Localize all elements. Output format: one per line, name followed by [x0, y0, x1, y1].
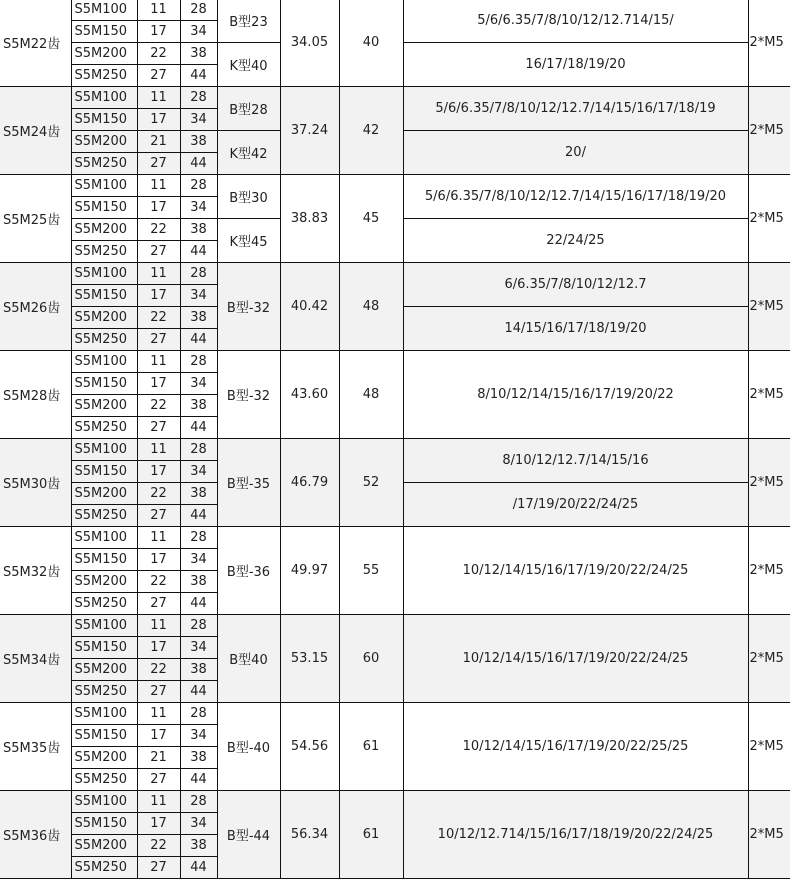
- value-b-cell: 34: [180, 373, 217, 395]
- sub-model-cell: S5M250: [71, 857, 137, 879]
- value-b-cell: 28: [180, 263, 217, 285]
- type-cell: B型23: [217, 0, 280, 43]
- model-cell: S5M36齿: [0, 791, 71, 879]
- value-a-cell: 22: [137, 395, 180, 417]
- value-b-cell: 38: [180, 571, 217, 593]
- outer-diameter-cell: 55: [339, 527, 403, 615]
- value-a-cell: 17: [137, 197, 180, 219]
- value-a-cell: 11: [137, 439, 180, 461]
- outer-diameter-cell: 60: [339, 615, 403, 703]
- sub-model-cell: S5M200: [71, 131, 137, 153]
- value-b-cell: 44: [180, 769, 217, 791]
- value-a-cell: 11: [137, 703, 180, 725]
- type-cell: K型40: [217, 43, 280, 87]
- sub-model-cell: S5M200: [71, 571, 137, 593]
- table-row: [0, 263, 790, 285]
- value-a-cell: 17: [137, 285, 180, 307]
- pitch-diameter-cell: 34.05: [280, 0, 339, 87]
- pitch-diameter-cell: 46.79: [280, 439, 339, 527]
- outer-diameter-cell: 45: [339, 175, 403, 263]
- value-b-cell: 38: [180, 131, 217, 153]
- value-a-cell: 27: [137, 681, 180, 703]
- pitch-diameter-cell: 56.34: [280, 791, 339, 879]
- sub-model-cell: S5M250: [71, 241, 137, 263]
- value-a-cell: 11: [137, 0, 180, 21]
- value-b-cell: 38: [180, 307, 217, 329]
- sub-model-cell: S5M200: [71, 747, 137, 769]
- value-b-cell: 34: [180, 549, 217, 571]
- bore-sizes-cell: 10/12/14/15/16/17/19/20/22/25/25: [403, 703, 748, 791]
- sub-model-cell: S5M150: [71, 637, 137, 659]
- sub-model-cell: S5M150: [71, 373, 137, 395]
- value-b-cell: 44: [180, 65, 217, 87]
- set-screw-cell: 2*M5: [748, 175, 790, 263]
- table-row: [0, 615, 790, 637]
- type-cell: K型45: [217, 219, 280, 263]
- value-a-cell: 17: [137, 637, 180, 659]
- sub-model-cell: S5M150: [71, 813, 137, 835]
- type-cell: B型30: [217, 175, 280, 219]
- sub-model-cell: S5M150: [71, 197, 137, 219]
- value-b-cell: 28: [180, 527, 217, 549]
- value-b-cell: 38: [180, 219, 217, 241]
- type-cell: B型-32: [217, 351, 280, 439]
- outer-diameter-cell: 48: [339, 263, 403, 351]
- sub-model-cell: S5M100: [71, 87, 137, 109]
- bore-sizes-cell: 6/6.35/7/8/10/12/12.7: [403, 263, 748, 307]
- type-cell: B型-35: [217, 439, 280, 527]
- value-b-cell: 28: [180, 0, 217, 21]
- sub-model-cell: S5M100: [71, 351, 137, 373]
- sub-model-cell: S5M200: [71, 483, 137, 505]
- sub-model-cell: S5M250: [71, 153, 137, 175]
- value-b-cell: 28: [180, 175, 217, 197]
- pitch-diameter-cell: 38.83: [280, 175, 339, 263]
- value-a-cell: 27: [137, 417, 180, 439]
- outer-diameter-cell: 40: [339, 0, 403, 87]
- sub-model-cell: S5M200: [71, 43, 137, 65]
- sub-model-cell: S5M100: [71, 263, 137, 285]
- table-row: [0, 0, 790, 21]
- outer-diameter-cell: 42: [339, 87, 403, 175]
- value-b-cell: 44: [180, 153, 217, 175]
- sub-model-cell: S5M150: [71, 461, 137, 483]
- value-b-cell: 44: [180, 857, 217, 879]
- sub-model-cell: S5M250: [71, 65, 137, 87]
- sub-model-cell: S5M100: [71, 439, 137, 461]
- value-b-cell: 34: [180, 109, 217, 131]
- value-b-cell: 34: [180, 725, 217, 747]
- value-a-cell: 17: [137, 725, 180, 747]
- sub-model-cell: S5M200: [71, 835, 137, 857]
- sub-model-cell: S5M100: [71, 175, 137, 197]
- sub-model-cell: S5M250: [71, 681, 137, 703]
- bore-sizes-cell: 10/12/14/15/16/17/19/20/22/24/25: [403, 615, 748, 703]
- model-cell: S5M26齿: [0, 263, 71, 351]
- value-b-cell: 34: [180, 285, 217, 307]
- value-b-cell: 38: [180, 835, 217, 857]
- value-b-cell: 34: [180, 197, 217, 219]
- value-b-cell: 34: [180, 461, 217, 483]
- bore-sizes-cell: 14/15/16/17/18/19/20: [403, 307, 748, 351]
- sub-model-cell: S5M200: [71, 659, 137, 681]
- sub-model-cell: S5M200: [71, 395, 137, 417]
- set-screw-cell: 2*M5: [748, 439, 790, 527]
- model-cell: S5M35齿: [0, 703, 71, 791]
- value-a-cell: 22: [137, 219, 180, 241]
- set-screw-cell: 2*M5: [748, 791, 790, 879]
- type-cell: B型-32: [217, 263, 280, 351]
- bore-sizes-cell: 10/12/12.714/15/16/17/18/19/20/22/24/25: [403, 791, 748, 879]
- value-a-cell: 22: [137, 571, 180, 593]
- value-a-cell: 17: [137, 461, 180, 483]
- set-screw-cell: 2*M5: [748, 351, 790, 439]
- type-cell: B型-40: [217, 703, 280, 791]
- model-cell: S5M34齿: [0, 615, 71, 703]
- sub-model-cell: S5M100: [71, 791, 137, 813]
- sub-model-cell: S5M250: [71, 769, 137, 791]
- value-a-cell: 27: [137, 65, 180, 87]
- model-cell: S5M24齿: [0, 87, 71, 175]
- sub-model-cell: S5M150: [71, 725, 137, 747]
- value-a-cell: 22: [137, 307, 180, 329]
- value-a-cell: 22: [137, 483, 180, 505]
- pitch-diameter-cell: 43.60: [280, 351, 339, 439]
- sub-model-cell: S5M150: [71, 285, 137, 307]
- value-b-cell: 44: [180, 329, 217, 351]
- bore-sizes-cell: 8/10/12/14/15/16/17/19/20/22: [403, 351, 748, 439]
- value-a-cell: 21: [137, 131, 180, 153]
- value-a-cell: 27: [137, 153, 180, 175]
- value-a-cell: 11: [137, 615, 180, 637]
- model-cell: S5M25齿: [0, 175, 71, 263]
- sub-model-cell: S5M200: [71, 307, 137, 329]
- sub-model-cell: S5M250: [71, 593, 137, 615]
- sub-model-cell: S5M150: [71, 109, 137, 131]
- value-a-cell: 22: [137, 835, 180, 857]
- pitch-diameter-cell: 49.97: [280, 527, 339, 615]
- value-b-cell: 28: [180, 351, 217, 373]
- table-row: [0, 351, 790, 373]
- value-a-cell: 22: [137, 43, 180, 65]
- sub-model-cell: S5M250: [71, 505, 137, 527]
- value-a-cell: 11: [137, 527, 180, 549]
- bore-sizes-cell: 16/17/18/19/20: [403, 43, 748, 87]
- value-b-cell: 38: [180, 43, 217, 65]
- value-a-cell: 27: [137, 857, 180, 879]
- pitch-diameter-cell: 53.15: [280, 615, 339, 703]
- value-a-cell: 17: [137, 109, 180, 131]
- value-b-cell: 34: [180, 813, 217, 835]
- value-a-cell: 21: [137, 747, 180, 769]
- pitch-diameter-cell: 40.42: [280, 263, 339, 351]
- type-cell: B型-36: [217, 527, 280, 615]
- value-b-cell: 38: [180, 747, 217, 769]
- bore-sizes-cell: 5/6/6.35/7/8/10/12/12.714/15/: [403, 0, 748, 43]
- bore-sizes-cell: 20/: [403, 131, 748, 175]
- value-b-cell: 38: [180, 395, 217, 417]
- value-a-cell: 27: [137, 329, 180, 351]
- value-b-cell: 34: [180, 637, 217, 659]
- bore-sizes-cell: 5/6/6.35/7/8/10/12/12.7/14/15/16/17/18/19: [403, 87, 748, 131]
- value-b-cell: 28: [180, 791, 217, 813]
- value-b-cell: 28: [180, 87, 217, 109]
- table-row: [0, 175, 790, 197]
- pitch-diameter-cell: 54.56: [280, 703, 339, 791]
- set-screw-cell: 2*M5: [748, 703, 790, 791]
- sub-model-cell: S5M200: [71, 219, 137, 241]
- sub-model-cell: S5M250: [71, 417, 137, 439]
- pitch-diameter-cell: 37.24: [280, 87, 339, 175]
- value-b-cell: 28: [180, 439, 217, 461]
- table-row: [0, 791, 790, 813]
- value-b-cell: 34: [180, 21, 217, 43]
- table-row: [0, 439, 790, 461]
- value-a-cell: 11: [137, 175, 180, 197]
- sub-model-cell: S5M100: [71, 0, 137, 21]
- set-screw-cell: 2*M5: [748, 263, 790, 351]
- outer-diameter-cell: 52: [339, 439, 403, 527]
- sub-model-cell: S5M100: [71, 527, 137, 549]
- value-b-cell: 44: [180, 681, 217, 703]
- bore-sizes-cell: /17/19/20/22/24/25: [403, 483, 748, 527]
- value-b-cell: 44: [180, 417, 217, 439]
- sub-model-cell: S5M250: [71, 329, 137, 351]
- model-cell: S5M30齿: [0, 439, 71, 527]
- table-row: [0, 703, 790, 725]
- value-b-cell: 44: [180, 505, 217, 527]
- sub-model-cell: S5M100: [71, 703, 137, 725]
- model-cell: S5M28齿: [0, 351, 71, 439]
- value-a-cell: 27: [137, 593, 180, 615]
- sub-model-cell: S5M150: [71, 549, 137, 571]
- table-row: [0, 527, 790, 549]
- set-screw-cell: 2*M5: [748, 0, 790, 87]
- value-a-cell: 11: [137, 87, 180, 109]
- model-cell: S5M32齿: [0, 527, 71, 615]
- sub-model-cell: S5M100: [71, 615, 137, 637]
- bore-sizes-cell: 5/6/6.35/7/8/10/12/12.7/14/15/16/17/18/19/20: [403, 175, 748, 219]
- value-b-cell: 28: [180, 615, 217, 637]
- set-screw-cell: 2*M5: [748, 87, 790, 175]
- value-a-cell: 17: [137, 549, 180, 571]
- outer-diameter-cell: 48: [339, 351, 403, 439]
- value-a-cell: 11: [137, 791, 180, 813]
- bore-sizes-cell: 22/24/25: [403, 219, 748, 263]
- value-a-cell: 17: [137, 373, 180, 395]
- value-a-cell: 17: [137, 813, 180, 835]
- type-cell: B型-44: [217, 791, 280, 879]
- type-cell: K型42: [217, 131, 280, 175]
- value-a-cell: 11: [137, 351, 180, 373]
- value-b-cell: 38: [180, 659, 217, 681]
- value-a-cell: 27: [137, 769, 180, 791]
- value-a-cell: 17: [137, 21, 180, 43]
- set-screw-cell: 2*M5: [748, 615, 790, 703]
- set-screw-cell: 2*M5: [748, 527, 790, 615]
- value-a-cell: 27: [137, 505, 180, 527]
- bore-sizes-cell: 10/12/14/15/16/17/19/20/22/24/25: [403, 527, 748, 615]
- outer-diameter-cell: 61: [339, 703, 403, 791]
- table-row: [0, 87, 790, 109]
- model-cell: S5M22齿: [0, 0, 71, 87]
- value-a-cell: 22: [137, 659, 180, 681]
- type-cell: B型28: [217, 87, 280, 131]
- value-b-cell: 38: [180, 483, 217, 505]
- value-b-cell: 44: [180, 593, 217, 615]
- outer-diameter-cell: 61: [339, 791, 403, 879]
- value-a-cell: 27: [137, 241, 180, 263]
- type-cell: B型40: [217, 615, 280, 703]
- value-b-cell: 28: [180, 703, 217, 725]
- value-a-cell: 11: [137, 263, 180, 285]
- bore-sizes-cell: 8/10/12/12.7/14/15/16: [403, 439, 748, 483]
- value-b-cell: 44: [180, 241, 217, 263]
- sub-model-cell: S5M150: [71, 21, 137, 43]
